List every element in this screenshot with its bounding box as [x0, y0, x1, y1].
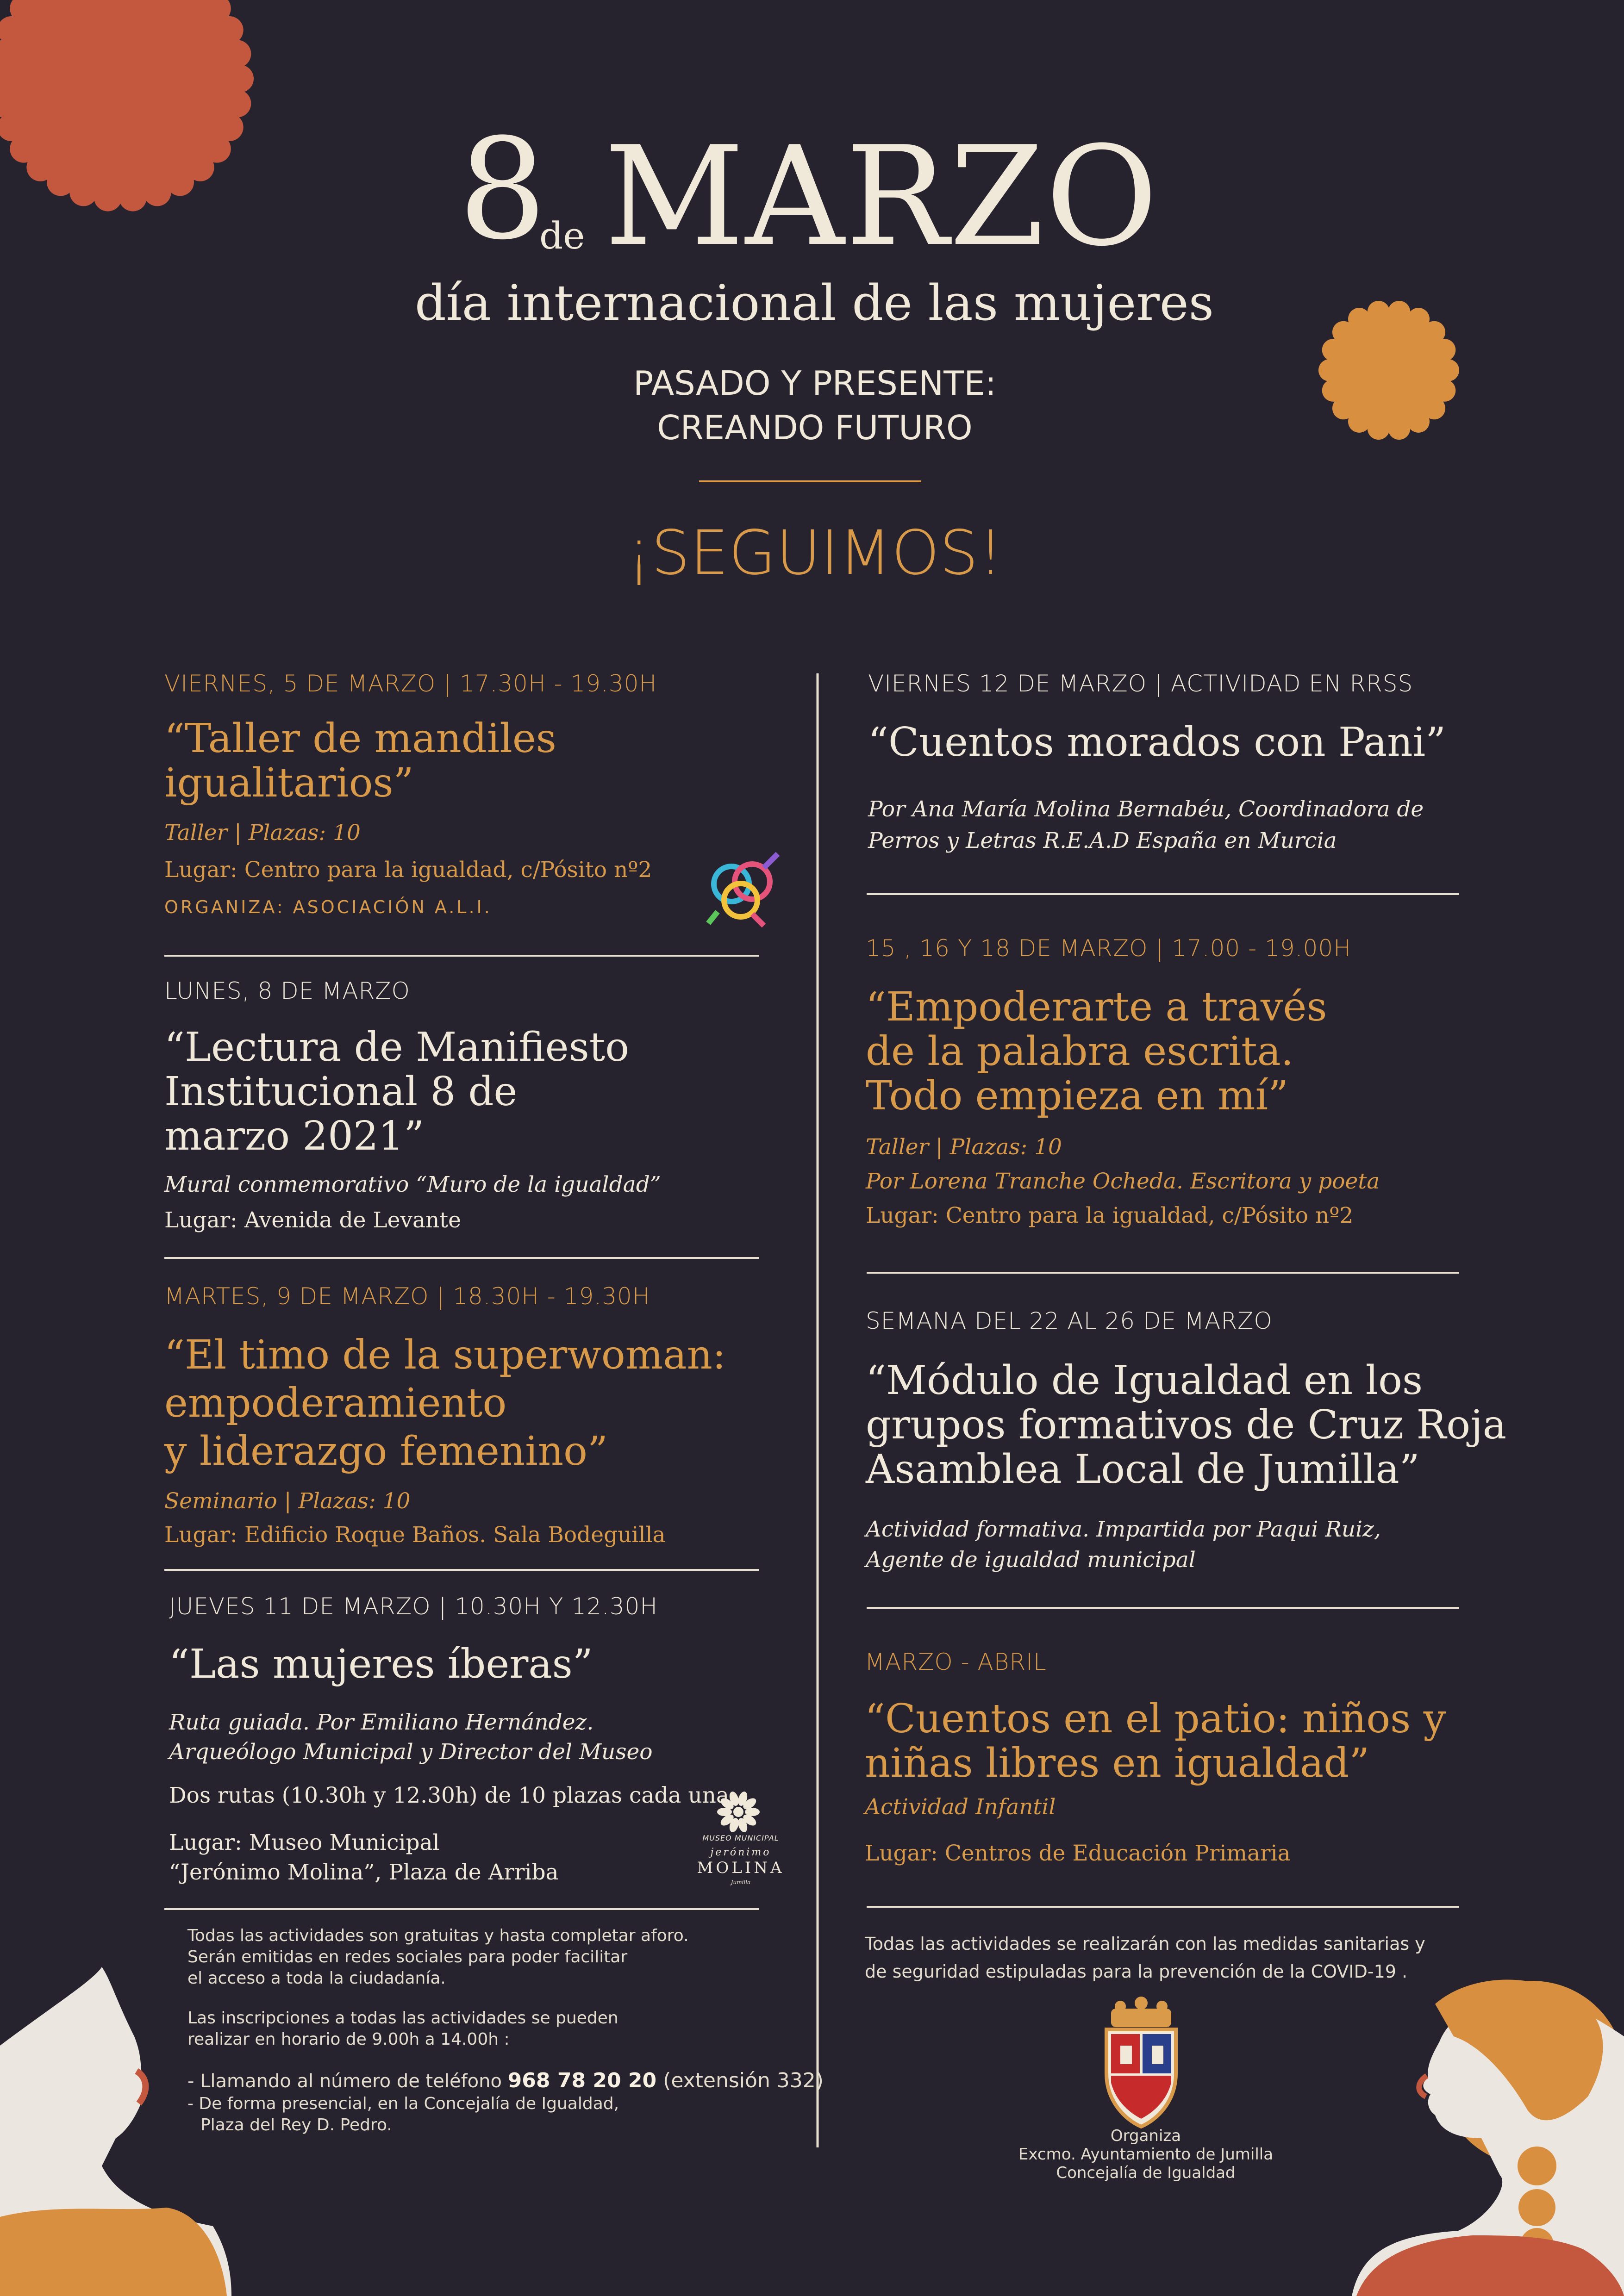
- header-de: de: [539, 214, 585, 257]
- header-day: 8: [458, 109, 547, 270]
- event-date: MARTES, 9 DE MARZO | 18.30H - 19.30H: [164, 1283, 650, 1310]
- coat-of-arms-icon: [1106, 1997, 1176, 2127]
- organizer-name: Excmo. Ayuntamiento de Jumilla: [1018, 2145, 1274, 2164]
- event-detail: Ruta guiada. Por Emiliano Hernández.: [169, 1710, 594, 1735]
- tagline: ¡SEGUIMOS!: [626, 517, 1003, 589]
- event-detail: Mural conmemorativo “Muro de la igualdad”: [164, 1172, 661, 1197]
- event-title-line: marzo 2021”: [164, 1113, 425, 1159]
- event-title-line: Institucional 8 de: [164, 1069, 518, 1115]
- organiza-label: Organiza: [1110, 2127, 1181, 2145]
- phone-number: 968 78 20 20: [507, 2069, 657, 2092]
- event-detail: Dos rutas (10.30h y 12.30h) de 10 plazas cada una: [169, 1783, 729, 1808]
- event-title-line: de la palabra escrita.: [866, 1028, 1294, 1075]
- event-location: Lugar: Centro para la igualdad, c/Pósito nº2: [164, 857, 652, 883]
- event-detail: Actividad Infantil: [865, 1794, 1056, 1820]
- event-date: MARZO - ABRIL: [865, 1649, 1047, 1675]
- gender-symbols-icon: [708, 854, 778, 926]
- event-title-line: empoderamiento: [164, 1380, 507, 1426]
- divider: [164, 955, 759, 957]
- event-detail: Taller | Plazas: 10: [164, 820, 361, 846]
- event-title-line: “Cuentos morados con Pani”: [868, 719, 1446, 765]
- museum-logo-line: Jumilla: [731, 1879, 751, 1885]
- museum-logo-line: MOLINA: [697, 1859, 785, 1877]
- woman-illustration-right: [1352, 1980, 1624, 2296]
- terracotta-scallop-circle: [0, 0, 254, 212]
- event-title-line: “Lectura de Manifiesto: [164, 1024, 630, 1070]
- footer-text: Todas las actividades son gratuitas y hasta completar aforo. Serán emitidas en redes sociales para poder facilitar el acceso a toda la ciudadanía. Las inscripciones a todas las actividades se pueden realizar en horario de 9.00h a 14.00h : - Llamando al número de teléfono 968 78 20 20 (extensión 332) - De forma presencial, en la Concejalía de Igualdad, Plaza del Rey D. Pedro.: [187, 1926, 824, 2134]
- event-detail: Actividad formativa. Impartida por Paqui Ruiz,: [866, 1517, 1381, 1542]
- event-location: “Jerónimo Molina”, Plaza de Arriba: [169, 1860, 559, 1885]
- event-date: VIERNES, 5 DE MARZO | 17.30H - 19.30H: [164, 670, 657, 697]
- theme-line-1: PASADO Y PRESENTE:: [633, 364, 996, 403]
- event-title-line: y liderazgo femenino”: [164, 1428, 608, 1475]
- divider: [867, 893, 1459, 895]
- event-title-line: “Empoderarte a través: [866, 984, 1327, 1030]
- event-date: 15 , 16 Y 18 DE MARZO | 17.00 - 19.00H: [866, 935, 1351, 962]
- event-location: Lugar: Centros de Educación Primaria: [865, 1841, 1291, 1866]
- event-date: VIERNES 12 DE MARZO | ACTIVIDAD EN RRSS: [868, 670, 1413, 697]
- event-title-line: “Módulo de Igualdad en los: [866, 1357, 1423, 1404]
- footer-note: Todas las actividades se realizarán con las medidas sanitarias y de seguridad estipuladas para la prevención de la COVID-19 .: [865, 1934, 1425, 1982]
- event-title-line: “Cuentos en el patio: niños y: [865, 1696, 1446, 1742]
- phone-suffix: (extensión 332): [656, 2069, 824, 2092]
- event-detail: Por Lorena Tranche Ocheda. Escritora y poeta: [866, 1169, 1380, 1194]
- event-detail: Por Ana María Molina Bernabéu, Coordinadora de: [868, 796, 1424, 822]
- event-detail: Agente de igualdad municipal: [866, 1547, 1196, 1573]
- event-detail: Perros y Letras R.E.A.D España en Murcia: [868, 828, 1337, 853]
- event-title-line: “El timo de la superwoman:: [164, 1332, 726, 1378]
- event-title-line: “Las mujeres íberas”: [169, 1641, 593, 1687]
- event-detail: Arqueólogo Municipal y Director del Museo: [169, 1739, 653, 1765]
- event-location: Lugar: Avenida de Levante: [164, 1207, 461, 1233]
- event-detail: Taller | Plazas: 10: [866, 1134, 1062, 1160]
- divider: [164, 1257, 759, 1259]
- event-location: Lugar: Edificio Roque Baños. Sala Bodeguilla: [164, 1522, 666, 1548]
- header-subtitle: día internacional de las mujeres: [414, 274, 1214, 331]
- event-date: JUEVES 11 DE MARZO | 10.30H Y 12.30H: [169, 1593, 658, 1620]
- museum-logo-line: MUSEO MUNICIPAL: [702, 1834, 779, 1842]
- organizer-block: [1000, 2127, 1292, 2182]
- event-title-line: “Taller de mandiles: [164, 716, 556, 762]
- event-detail: Seminario | Plazas: 10: [164, 1488, 411, 1514]
- divider: [164, 1908, 759, 1910]
- event-location: Lugar: Centro para la igualdad, c/Pósito nº2: [866, 1203, 1354, 1228]
- divider: [867, 1272, 1459, 1274]
- event-title-line: grupos formativos de Cruz Roja: [866, 1402, 1506, 1448]
- event-title-line: Asamblea Local de Jumilla”: [866, 1446, 1420, 1493]
- event-title-line: Todo empieza en mí”: [866, 1073, 1289, 1119]
- event-title-line: niñas libres en igualdad”: [865, 1740, 1370, 1786]
- organizer-department: Concejalía de Igualdad: [1056, 2164, 1236, 2182]
- museum-logo-line: jerónimo: [710, 1847, 771, 1858]
- event-organizer: ORGANIZA: ASOCIACIÓN A.L.I.: [164, 897, 492, 917]
- divider: [164, 1569, 759, 1571]
- divider: [867, 1906, 1459, 1908]
- theme-line-2: CREANDO FUTURO: [657, 408, 973, 447]
- phone-prefix: - Llamando al número de teléfono: [187, 2071, 508, 2092]
- event-title-line: igualitarios”: [164, 760, 414, 806]
- event-date: LUNES, 8 DE MARZO: [164, 977, 410, 1004]
- divider: [867, 1607, 1459, 1609]
- event-date: SEMANA DEL 22 AL 26 DE MARZO: [866, 1307, 1273, 1334]
- header-month: MARZO: [604, 117, 1159, 276]
- event-location: Lugar: Museo Municipal: [169, 1830, 440, 1855]
